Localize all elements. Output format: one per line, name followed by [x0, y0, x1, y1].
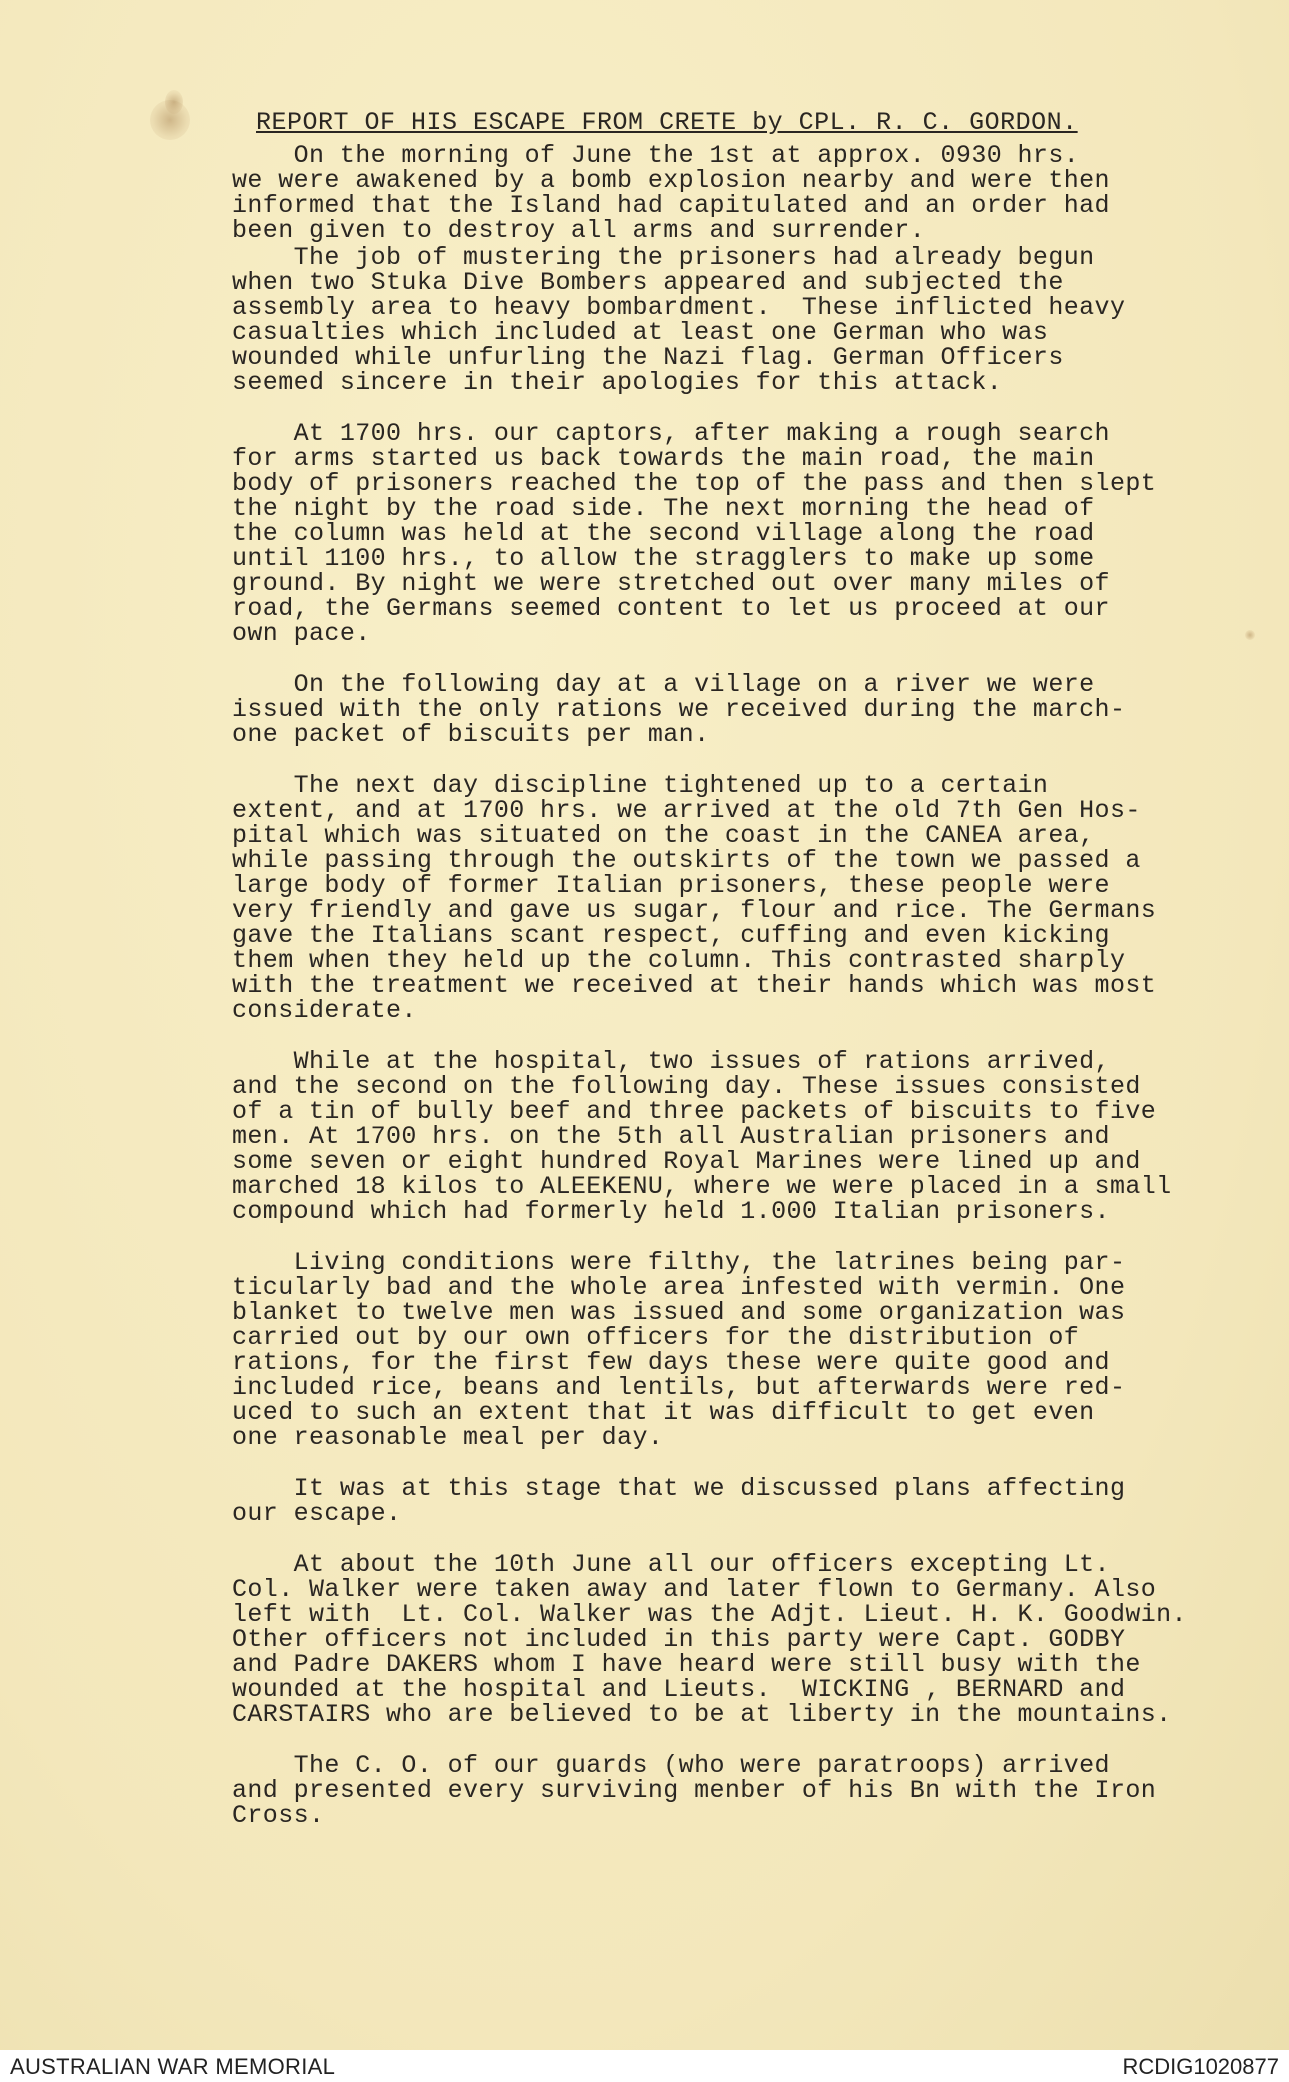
- text-line: Living conditions were filthy, the latrines being par-: [232, 1248, 1126, 1277]
- text-line: and the second on the following day. These issues consisted: [232, 1072, 1141, 1101]
- text-line: CARSTAIRS who are believed to be at liberty in the mountains.: [232, 1700, 1172, 1729]
- text-line: ground. By night we were stretched out over many miles of: [232, 569, 1110, 598]
- text-line: On the following day at a village on a river we were: [232, 670, 1095, 699]
- text-line: The job of mustering the prisoners had already begun: [232, 243, 1095, 272]
- text-line: The C. O. of our guards (who were paratroops) arrived: [232, 1751, 1110, 1780]
- text-line: until 1100 hrs., to allow the stragglers to make up some: [232, 544, 1095, 573]
- text-line: the column was held at the second village along the road: [232, 519, 1095, 548]
- paper-stain: [165, 90, 183, 114]
- paragraph: [232, 672, 1192, 747]
- text-line: casualties which included at least one German who was: [232, 318, 1049, 347]
- text-line: gave the Italians scant respect, cuffing and even kicking: [232, 921, 1110, 950]
- text-line: when two Stuka Dive Bombers appeared and subjected the: [232, 268, 1064, 297]
- text-line: for arms started us back towards the main road, the main: [232, 444, 1095, 473]
- text-line: While at the hospital, two issues of rations arrived,: [232, 1047, 1110, 1076]
- text-line: seemed sincere in their apologies for this attack.: [232, 368, 1003, 397]
- text-line: carried out by our own officers for the distribution of: [232, 1323, 1080, 1352]
- text-line: one packet of biscuits per man.: [232, 720, 710, 749]
- text-line: with the treatment we received at their hands which was most: [232, 971, 1157, 1000]
- text-line: been given to destroy all arms and surrender.: [232, 216, 926, 245]
- institution-label: AUSTRALIAN WAR MEMORIAL: [10, 2054, 336, 2079]
- text-line: included rice, beans and lentils, but afterwards were red-: [232, 1373, 1126, 1402]
- text-line: own pace.: [232, 619, 371, 648]
- text-line: we were awakened by a bomb explosion nearby and were then: [232, 166, 1110, 195]
- text-line: men. At 1700 hrs. on the 5th all Australian prisoners and: [232, 1122, 1110, 1151]
- text-line: and Padre DAKERS whom I have heard were still busy with the: [232, 1650, 1141, 1679]
- text-line: wounded at the hospital and Lieuts. WICKING , BERNARD and: [232, 1675, 1126, 1704]
- text-line: them when they held up the column. This contrasted sharply: [232, 946, 1126, 975]
- report-title: REPORT OF HIS ESCAPE FROM CRETE by CPL. R. C. GORDON.: [256, 108, 1078, 137]
- text-line: ticularly bad and the whole area infested with vermin. One: [232, 1273, 1126, 1302]
- footer-bar: [0, 2050, 1289, 2082]
- text-line: of a tin of bully beef and three packets of biscuits to five: [232, 1097, 1157, 1126]
- text-line: At about the 10th June all our officers excepting Lt.: [232, 1550, 1110, 1579]
- text-line: extent, and at 1700 hrs. we arrived at the old 7th Gen Hos-: [232, 796, 1141, 825]
- text-line: considerate.: [232, 996, 417, 1025]
- text-line: Col. Walker were taken away and later flown to Germany. Also: [232, 1575, 1157, 1604]
- paragraph: [232, 1552, 1192, 1727]
- text-line: pital which was situated on the coast in the CANEA area,: [232, 821, 1095, 850]
- text-line: It was at this stage that we discussed plans affecting: [232, 1474, 1126, 1503]
- text-line: The next day discipline tightened up to a certain: [232, 771, 1049, 800]
- paragraph: [232, 1049, 1192, 1224]
- text-line: Other officers not included in this party were Capt. GODBY: [232, 1625, 1126, 1654]
- text-line: blanket to twelve men was issued and some organization was: [232, 1298, 1126, 1327]
- text-line: uced to such an extent that it was difficult to get even: [232, 1398, 1095, 1427]
- text-line: wounded while unfurling the Nazi flag. German Officers: [232, 343, 1064, 372]
- text-line: the night by the road side. The next morning the head of: [232, 494, 1095, 523]
- paragraph: [232, 1250, 1192, 1450]
- text-line: road, the Germans seemed content to let us proceed at our: [232, 594, 1110, 623]
- paragraph: [232, 1753, 1192, 1828]
- text-line: rations, for the first few days these were quite good and: [232, 1348, 1110, 1377]
- record-id: RCDIG1020877: [1122, 2054, 1279, 2079]
- text-line: informed that the Island had capitulated and an order had: [232, 191, 1110, 220]
- text-line: our escape.: [232, 1499, 402, 1528]
- paper-stain: [1245, 630, 1255, 640]
- paragraph: [232, 1476, 1192, 1526]
- text-line: assembly area to heavy bombardment. These inflicted heavy: [232, 293, 1126, 322]
- paragraph: [232, 773, 1192, 1023]
- text-line: while passing through the outskirts of the town we passed a: [232, 846, 1141, 875]
- text-line: some seven or eight hundred Royal Marines were lined up and: [232, 1147, 1141, 1176]
- text-line: body of prisoners reached the top of the pass and then slept: [232, 469, 1157, 498]
- text-line: At 1700 hrs. our captors, after making a rough search: [232, 419, 1110, 448]
- paragraph: [232, 143, 1192, 243]
- text-line: and presented every surviving menber of his Bn with the Iron: [232, 1776, 1157, 1805]
- text-line: marched 18 kilos to ALEEKENU, where we were placed in a small: [232, 1172, 1172, 1201]
- text-line: issued with the only rations we received during the march-: [232, 695, 1126, 724]
- text-line: On the morning of June the 1st at approx. 0930 hrs.: [232, 141, 1080, 170]
- report-body: [232, 110, 1192, 1854]
- text-line: left with Lt. Col. Walker was the Adjt. Lieut. H. K. Goodwin.: [232, 1600, 1187, 1629]
- text-line: one reasonable meal per day.: [232, 1423, 664, 1452]
- text-line: large body of former Italian prisoners, these people were: [232, 871, 1110, 900]
- text-line: Cross.: [232, 1801, 325, 1830]
- paragraph: [232, 421, 1192, 646]
- text-line: very friendly and gave us sugar, flour and rice. The Germans: [232, 896, 1157, 925]
- paragraph: [232, 245, 1192, 395]
- text-line: compound which had formerly held 1.000 Italian prisoners.: [232, 1197, 1110, 1226]
